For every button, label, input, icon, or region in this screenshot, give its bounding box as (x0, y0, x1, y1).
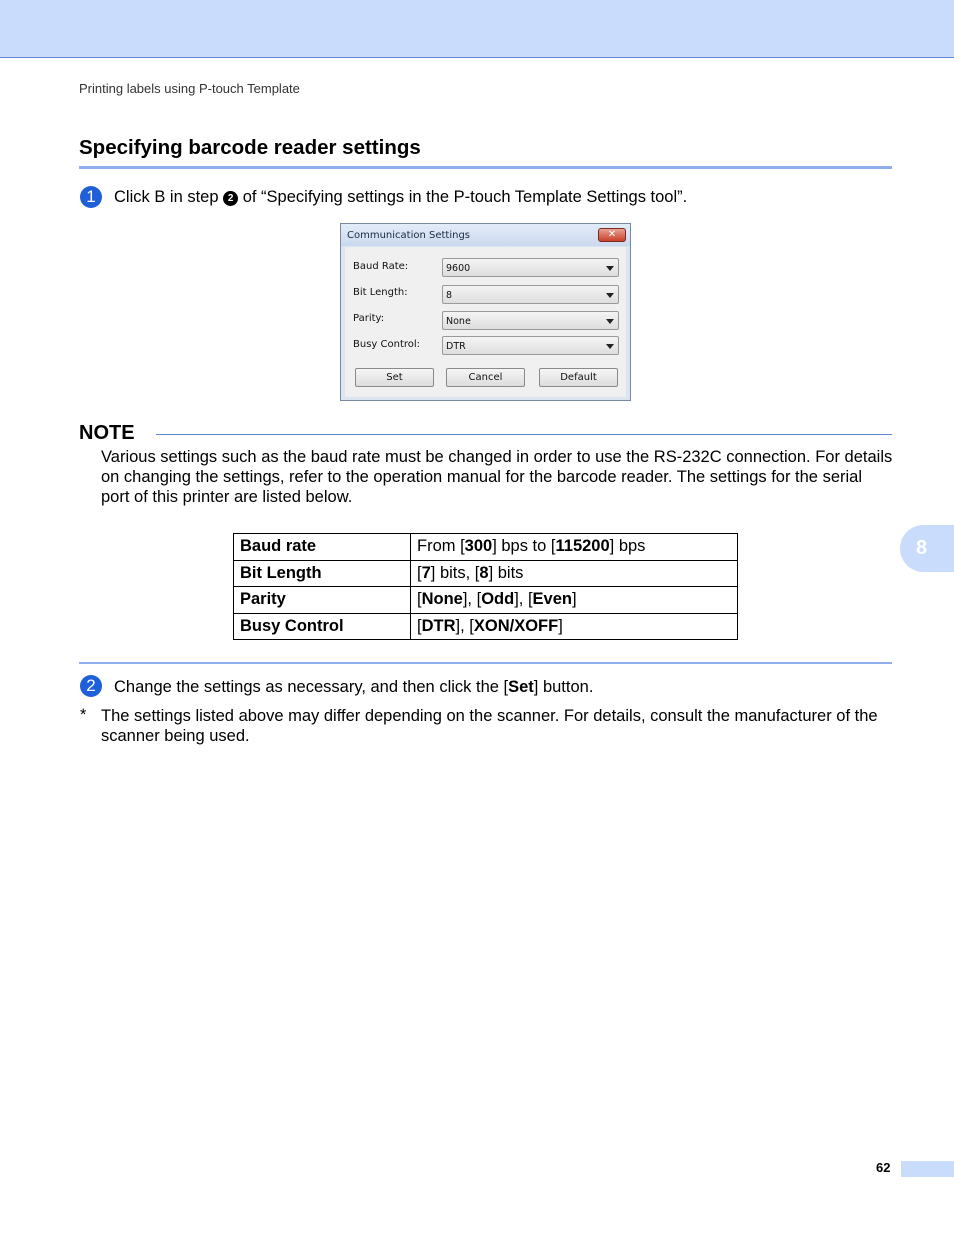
section-rule (79, 166, 892, 169)
step-1-text (114, 188, 687, 207)
table-key: Parity (234, 587, 411, 614)
step-1-number: 1 (80, 186, 102, 208)
footnote-marker: * (80, 706, 87, 724)
baud-rate-label: Baud Rate: (353, 261, 409, 272)
running-head: Printing labels using P-touch Template (79, 81, 300, 96)
busy-control-value: DTR (446, 341, 466, 352)
baud-rate-select[interactable] (442, 258, 619, 277)
parity-label: Parity: (353, 313, 385, 324)
set-button[interactable]: Set (355, 368, 434, 387)
chevron-down-icon (606, 266, 614, 271)
bit-length-value: 8 (446, 290, 453, 301)
busy-control-label: Busy Control: (353, 339, 421, 350)
chevron-down-icon (606, 344, 614, 349)
step-2-number: 2 (80, 675, 102, 697)
step-2-text: Change the settings as necessary, and then click the [Set] button. (114, 678, 594, 696)
bit-length-label: Bit Length: (353, 287, 408, 298)
table-key: Baud rate (234, 534, 411, 561)
footnote-text: The settings listed above may differ depending on the scanner. For details, consult the manufacturer of the scanner being used. (101, 707, 878, 745)
chevron-down-icon (606, 293, 614, 298)
parity-value: None (446, 316, 471, 327)
baud-rate-value: 9600 (446, 263, 471, 274)
table-row (234, 534, 738, 561)
note-body: Various settings such as the baud rate must be changed in order to use the RS-232C connection. For details on changing the settings, refer to the operation manual for the barcode reader. The settings for the serial port of this printer are listed below. (101, 448, 893, 506)
dialog-body (345, 247, 626, 397)
chapter-number: 8 (916, 537, 928, 559)
step-ref-number: 2 (223, 191, 238, 206)
page-number-bar (901, 1161, 954, 1177)
chapter-tab (900, 525, 954, 572)
table-key: Busy Control (234, 613, 411, 640)
note-end-rule (79, 662, 892, 664)
table-value: [7] bits, [8] bits (411, 560, 738, 587)
communication-settings-dialog (340, 223, 631, 401)
table-row (234, 587, 738, 614)
table-value: [None], [Odd], [Even] (411, 587, 738, 614)
table-row (234, 560, 738, 587)
header-band (0, 0, 954, 58)
table-value: From [300] bps to [115200] bps (411, 534, 738, 561)
serial-settings-table (233, 533, 738, 640)
table-value: [DTR], [XON/XOFF] (411, 613, 738, 640)
note-rule (156, 434, 892, 435)
note-heading: NOTE (79, 422, 135, 444)
step-1-text-before: Click B in step (114, 188, 224, 206)
chevron-down-icon (606, 319, 614, 324)
dialog-title-bar (341, 224, 630, 246)
step-1-text-after: of “Specifying settings in the P-touch Template Settings tool”. (238, 188, 688, 206)
page-number: 62 (876, 1160, 891, 1175)
parity-select[interactable] (442, 311, 619, 330)
table-row (234, 613, 738, 640)
cancel-button[interactable]: Cancel (446, 368, 525, 387)
dialog-title: Communication Settings (347, 230, 471, 241)
section-title: Specifying barcode reader settings (79, 136, 421, 159)
table-key: Bit Length (234, 560, 411, 587)
default-button[interactable]: Default (539, 368, 618, 387)
close-icon[interactable]: ✕ (598, 228, 626, 242)
busy-control-select[interactable] (442, 336, 619, 355)
bit-length-select[interactable] (442, 285, 619, 304)
